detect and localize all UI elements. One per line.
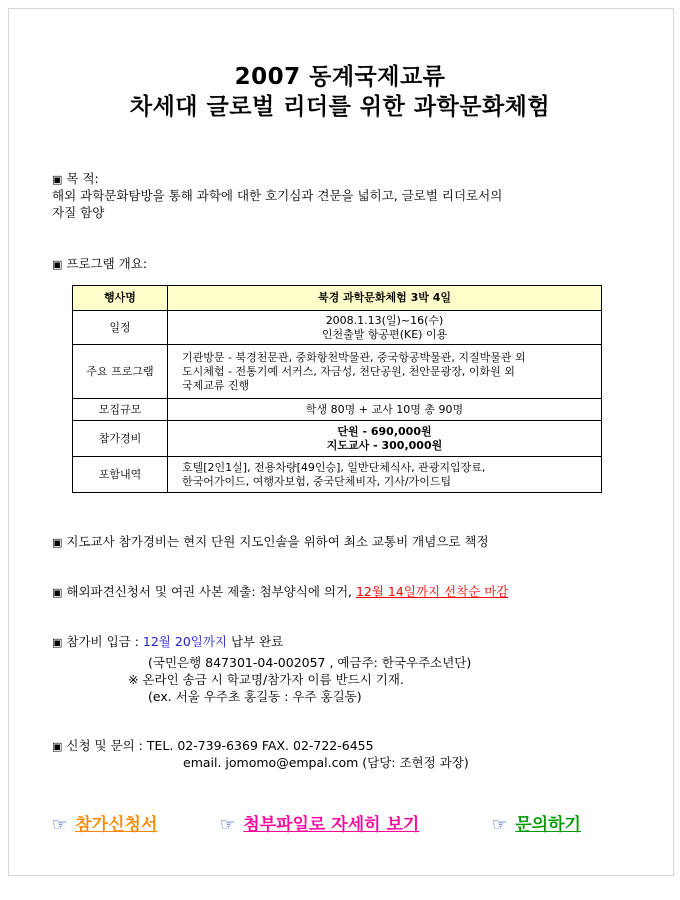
attachment-link-text[interactable]: 첨부파일로 자세히 보기 xyxy=(243,815,420,835)
pointing-hand-icon: ☞ xyxy=(492,815,508,835)
row-value: 학생 80명 + 교사 10명 총 90명 xyxy=(168,399,602,421)
row-value xyxy=(168,311,602,345)
row-line: 도시체험 - 전통기예 서커스, 자금성, 천단공원, 천안문광장, 이화원 외 xyxy=(182,364,515,378)
payment-suffix: 납부 완료 xyxy=(227,634,284,649)
row-line: 한국어가이드, 여행자보험, 중국단체비자, 기사/가이드팁 xyxy=(182,474,452,488)
pointing-hand-icon: ☞ xyxy=(220,815,236,835)
bullet-icon: ▣ xyxy=(52,636,63,649)
page-title: 2007 동계국제교류 xyxy=(234,64,446,90)
row-label: 일정 xyxy=(73,311,168,345)
inquiry-link-text[interactable]: 문의하기 xyxy=(515,815,581,835)
payment-account: (국민은행 847301-04-002057 , 예금주: 한국우주소년단) xyxy=(148,655,472,670)
overview-heading-text: 프로그램 개요: xyxy=(66,256,148,271)
purpose-heading-text: 목 적: xyxy=(66,171,99,186)
bullet-icon: ▣ xyxy=(52,258,63,271)
contact-phone-fax: 신청 및 문의 : TEL. 02-739-6369 FAX. 02-722-6455 xyxy=(66,738,374,753)
pointing-hand-icon: ☞ xyxy=(52,815,68,835)
row-label: 주요 프로그램 xyxy=(73,345,168,399)
bullet-icon: ▣ xyxy=(52,173,63,186)
teacher-note-text: 지도교사 참가경비는 현지 단원 지도인솔을 위하여 최소 교통비 개념으로 책정 xyxy=(66,534,489,549)
table-header-row xyxy=(73,286,602,311)
purpose-line-1: 해외 과학문화탐방을 통해 과학에 대한 호기심과 견문을 넓히고, 글로벌 리더로서의 xyxy=(52,188,503,203)
row-label: 참가경비 xyxy=(73,421,168,457)
row-line: 기관방문 - 북경천문관, 중화항천박물관, 중국항공박물관, 지질박물관 외 xyxy=(182,350,526,364)
table-header-label: 행사명 xyxy=(73,286,168,311)
program-table xyxy=(72,285,602,493)
table-row-program xyxy=(73,345,602,399)
row-line: 단원 - 690,000원 xyxy=(337,424,432,438)
bullet-icon: ▣ xyxy=(52,740,63,753)
overview-heading xyxy=(52,255,147,274)
payment-example: (ex. 서울 우주초 홍길동 : 우주 홍길동) xyxy=(148,689,362,704)
row-value xyxy=(168,421,602,457)
inquiry-link[interactable] xyxy=(492,810,581,835)
purpose-line-2: 자질 함양 xyxy=(52,205,105,220)
table-row-capacity xyxy=(73,399,602,421)
bullet-icon: ▣ xyxy=(52,586,63,599)
apply-link-text[interactable]: 참가신청서 xyxy=(75,815,158,835)
table-header-value: 북경 과학문화체험 3박 4일 xyxy=(168,286,602,311)
row-value xyxy=(168,457,602,493)
payment-date: 12월 20일까지 xyxy=(142,634,227,649)
table-row-fee xyxy=(73,421,602,457)
deadline-text: 12월 14일까지 선착순 마감 xyxy=(355,584,509,599)
row-line: 호텔[2인1실], 전용차량[49인승], 일반단체식사, 관광지입장료, xyxy=(182,460,486,474)
apply-link[interactable] xyxy=(52,810,157,835)
row-line: 인천출발 항공편(KE) 이용 xyxy=(321,327,448,341)
table-row-schedule xyxy=(73,311,602,345)
page-subtitle: 차세대 글로벌 리더를 위한 과학문화체험 xyxy=(129,94,551,120)
row-line: 2008.1.13(일)~16(수) xyxy=(325,313,444,327)
attachment-link[interactable] xyxy=(220,810,419,835)
row-label: 포함내역 xyxy=(73,457,168,493)
row-label: 모집규모 xyxy=(73,399,168,421)
payment-prefix: 참가비 입금 : xyxy=(66,634,143,649)
payment-note: ※ 온라인 송금 시 학교명/참가자 이름 반드시 기재. xyxy=(128,672,404,687)
row-value xyxy=(168,345,602,399)
documents-note xyxy=(52,583,508,602)
row-line: 지도교사 - 300,000원 xyxy=(326,438,443,452)
documents-text: 해외파견신청서 및 여권 사본 제출: 첨부양식에 의거, xyxy=(66,584,356,599)
payment-line xyxy=(52,633,283,652)
bullet-icon: ▣ xyxy=(52,536,63,549)
table-row-included xyxy=(73,457,602,493)
contact-line-2: email. jomomo@empal.com (담당: 조현정 과장) xyxy=(183,755,469,770)
teacher-note xyxy=(52,533,489,552)
row-line: 국제교류 진행 xyxy=(182,378,250,392)
